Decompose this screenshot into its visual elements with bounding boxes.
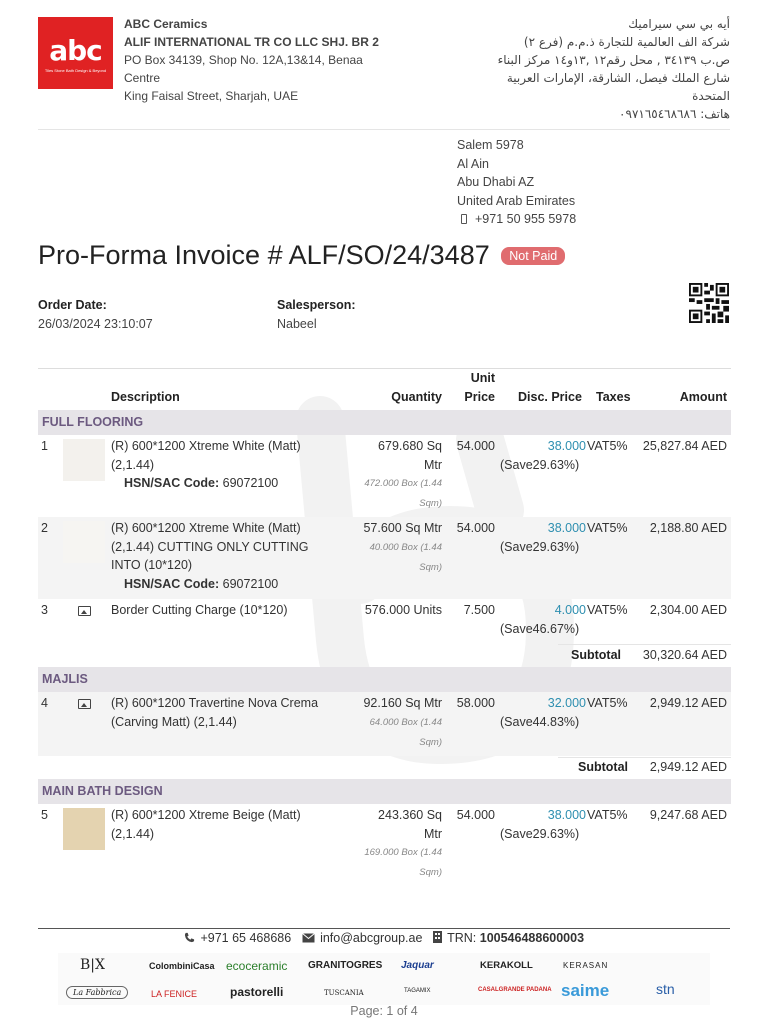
building-icon bbox=[433, 931, 442, 943]
brand-logo: saime bbox=[561, 981, 610, 1000]
section-header: FULL FLOORING bbox=[38, 410, 731, 435]
brand-logo: CASALGRANDE PADANA bbox=[478, 987, 552, 993]
envelope-icon bbox=[302, 933, 315, 943]
brand-logo: KERAKOLL bbox=[480, 960, 533, 971]
footer-contact bbox=[0, 931, 768, 945]
brand-logo: B|X bbox=[80, 957, 105, 973]
column-header-taxes: Taxes bbox=[596, 390, 631, 404]
company-address-arabic: أيه بي سي سيراميك شركة الف العالمية للتجارة ذ.م.م (فرع ٢) ص.ب ٣٤١٣٩ , محل رقم١٢ ,١٣و١٤ مركز البناء شارع الملك فيصل، الشارقة، الإمارات العربية المتحدة هاتف: ٠٩٧١٦٥٤٦٨٦٨٦ bbox=[497, 17, 730, 121]
section-header: MAJLIS bbox=[38, 667, 731, 692]
order-date: 26/03/2024 23:10:07 bbox=[38, 317, 153, 331]
brand-logo: LA FENICE bbox=[151, 989, 198, 999]
salesperson: Nabeel bbox=[277, 317, 317, 331]
mobile-icon bbox=[461, 214, 467, 224]
brand-logo: Jaquar bbox=[401, 960, 434, 971]
table-row: 2 (R) 600*1200 Xtreme White (Matt) (2,1.44) CUTTING ONLY CUTTING INTO (10*120) HSN/SAC Code: 69072100 57.600 Sq Mtr 40.000 Box (1.44 Sqm) 54.000 38.000 (Save29.63%) VAT5% 2,188.80 AED bbox=[38, 517, 731, 599]
footer-phone[interactable]: +971 65 468686 bbox=[200, 931, 292, 945]
footer-email[interactable]: info@abcgroup.ae bbox=[320, 931, 423, 945]
subtotal-label: Subtotal bbox=[578, 760, 628, 774]
customer-name: Salem 5978 bbox=[457, 138, 524, 152]
product-thumbnail bbox=[63, 808, 105, 850]
address-line: King Faisal Street, Sharjah, UAE bbox=[124, 89, 299, 103]
order-date-label: Order Date: bbox=[38, 298, 107, 312]
company-logo: abc Tiles Stone Bath Design & Beyond bbox=[38, 17, 113, 89]
brand-logo: La Fabbrica bbox=[66, 986, 128, 999]
column-header-amount: Amount bbox=[679, 390, 727, 404]
table-row: 4 (R) 600*1200 Travertine Nova Crema (Carving Matt) (2,1.44) 92.160 Sq Mtr 64.000 Box (1.44 Sqm) 58.000 32.000 (Save44.83%) VAT5% 2,949.12 AED bbox=[38, 692, 731, 756]
footer-divider bbox=[38, 928, 730, 929]
product-thumbnail bbox=[63, 439, 105, 481]
footer-trn-label: TRN: bbox=[447, 931, 477, 945]
table-row: 5 (R) 600*1200 Xtreme Beige (Matt) (2,1.44) 243.360 Sq Mtr 169.000 Box (1.44 Sqm) 54.000 38.000 (Save29.63%) VAT5% 9,247.68 AED bbox=[41, 808, 727, 878]
subtotal-value: 30,320.64 AED bbox=[642, 648, 727, 662]
image-placeholder-icon bbox=[78, 699, 91, 709]
column-header-description: Description bbox=[111, 390, 180, 404]
brand-logos-strip bbox=[58, 953, 710, 1005]
table-row: 3 Border Cutting Charge (10*120) 576.000 Units 7.500 4.000 (Save46.67%) VAT5% 2,304.00 AED bbox=[41, 603, 727, 636]
brand-logo: pastorelli bbox=[230, 985, 284, 999]
qr-code bbox=[688, 283, 730, 323]
subtotal-label: Subtotal bbox=[571, 648, 621, 662]
image-placeholder-icon bbox=[78, 606, 91, 616]
brand-logo: ecoceramic bbox=[226, 959, 288, 973]
brand-logo: TAGAMIX bbox=[404, 988, 431, 994]
subtotal-value: 2,949.12 AED bbox=[649, 760, 727, 774]
column-header-unit: Unit bbox=[470, 371, 495, 385]
invoice-title: Pro-Forma Invoice # ALF/SO/24/3487 Not Paid bbox=[38, 240, 565, 271]
brand-logo: KERASAN bbox=[563, 961, 609, 970]
address-line: PO Box 34139, Shop No. 12A,13&14, Benaa bbox=[124, 53, 363, 67]
brand-logo: TUSCANIA bbox=[324, 989, 364, 997]
column-header-price: Price bbox=[464, 390, 495, 404]
salesperson-label: Salesperson: bbox=[277, 298, 356, 312]
footer-trn: 100546488600003 bbox=[479, 931, 585, 945]
customer-phone: +971 50 955 5978 bbox=[475, 212, 577, 227]
address-line: Centre bbox=[124, 71, 161, 85]
company-address bbox=[124, 15, 384, 105]
phone-icon bbox=[184, 932, 195, 943]
table-row: 1 (R) 600*1200 Xtreme White (Matt) (2,1.44) HSN/SAC Code: 69072100 679.680 Sq Mtr 472.000 Box (1.44 Sqm) 54.000 38.000 (Save29.63%) VAT5% 25,827.84 AED bbox=[41, 439, 727, 509]
column-header-quantity: Quantity bbox=[391, 390, 442, 404]
brand-logo: ColombiniCasa bbox=[149, 961, 215, 971]
status-badge: Not Paid bbox=[501, 247, 565, 265]
column-header-disc-price: Disc. Price bbox=[518, 390, 582, 404]
brand-logo: stn bbox=[656, 981, 675, 997]
section-header: MAIN BATH DESIGN bbox=[38, 779, 731, 804]
brand-logo: GRANITOGRES bbox=[308, 960, 383, 971]
header-divider bbox=[38, 129, 730, 130]
customer-address: Salem 5978 Al Ain Abu Dhabi AZ United Arab Emirates +971 50 955 5978 bbox=[457, 138, 577, 227]
product-thumbnail bbox=[63, 521, 105, 563]
page-indicator: Page: 1 of 4 bbox=[350, 1004, 418, 1018]
company-branch: ALIF INTERNATIONAL TR CO LLC SHJ. BR 2 bbox=[124, 35, 379, 49]
company-name: ABC Ceramics bbox=[124, 17, 208, 31]
